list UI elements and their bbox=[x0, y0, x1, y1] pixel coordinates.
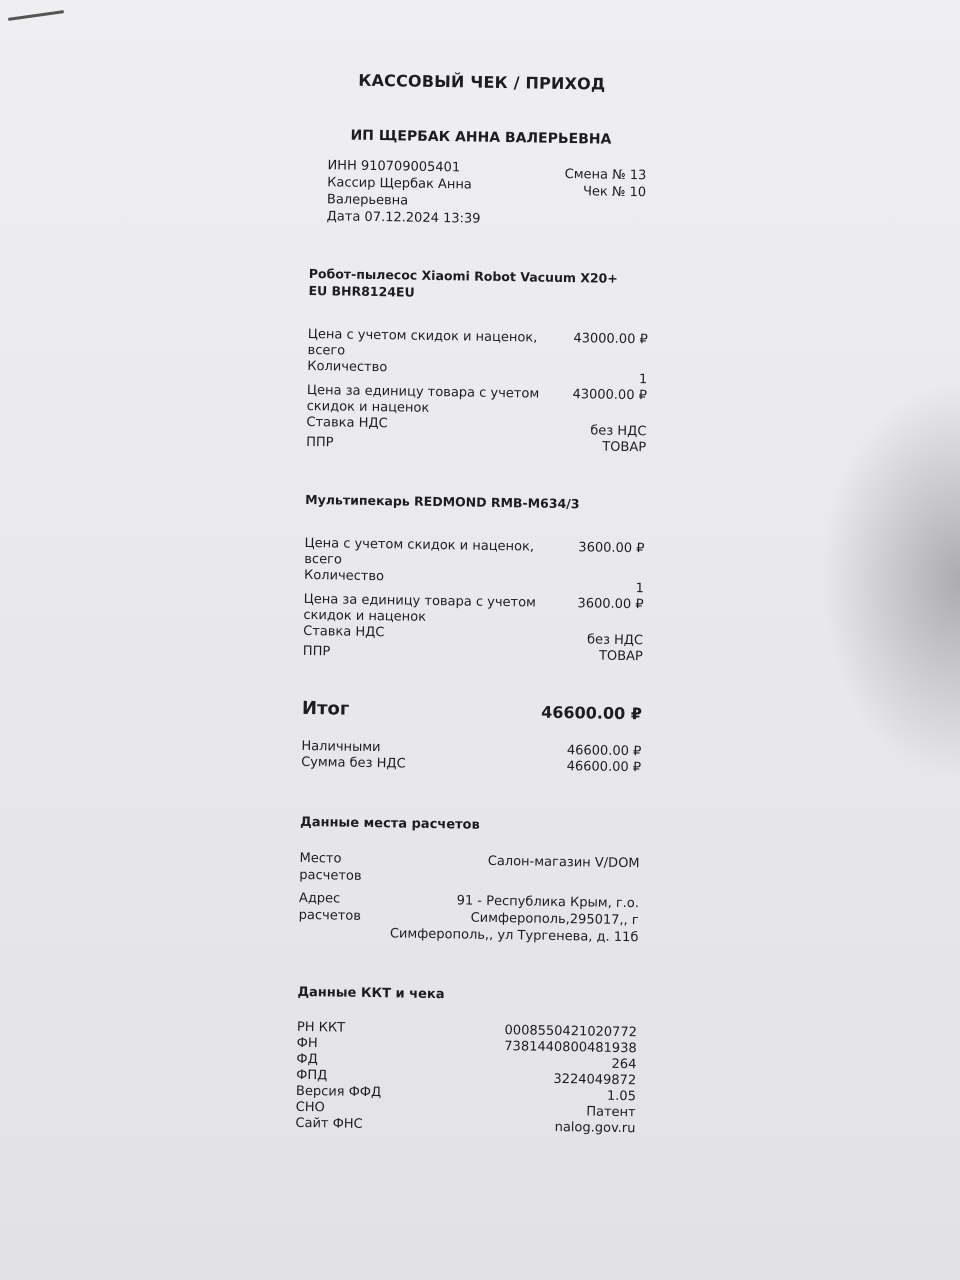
shadow-decoration bbox=[820, 380, 960, 780]
ppr-value: ТОВАР bbox=[602, 439, 647, 456]
ppr-value: ТОВАР bbox=[598, 648, 643, 665]
total-value: 46600.00 ₽ bbox=[541, 702, 643, 724]
kkt-label: Сайт ФНС bbox=[295, 1115, 363, 1132]
address-value: 91 - Республика Крым, г.о. Симферополь,295017,, г Симферополь,, ул Тургенева, д. 11б bbox=[389, 893, 640, 946]
place-value: Салон-магазин V/DOM bbox=[487, 853, 640, 872]
check-number: Чек № 10 bbox=[582, 184, 647, 201]
cashier: Кассир Щербак Анна Валерьевна bbox=[326, 175, 472, 209]
price-total-label: Цена с учетом скидок и наценок, всего bbox=[307, 326, 538, 359]
vat-label: Ставка НДС bbox=[306, 414, 388, 432]
receipt-date: Дата 07.12.2024 13:39 bbox=[326, 209, 481, 227]
item-block bbox=[306, 265, 649, 456]
header-right bbox=[564, 161, 647, 230]
price-total-value: 43000.00 ₽ bbox=[573, 331, 648, 348]
place-row bbox=[299, 850, 639, 889]
qty-value: 1 bbox=[635, 581, 645, 597]
unit-price-label: Цена за единицу товара с учетом скидок и наценок bbox=[306, 382, 540, 416]
novat-label: Сумма без НДС bbox=[301, 754, 406, 772]
kkt-label: ФД bbox=[296, 1051, 318, 1068]
kkt-label: РН ККТ bbox=[296, 1019, 346, 1036]
place-label: Место расчетов bbox=[299, 850, 362, 884]
shift-number: Смена № 13 bbox=[564, 166, 647, 184]
kkt-label: СНО bbox=[295, 1099, 325, 1116]
place-section-title: Данные места расчетов bbox=[300, 814, 480, 833]
unit-price-value: 3600.00 ₽ bbox=[577, 596, 644, 613]
item-name: Мультипекарь REDMOND RMB-M634/3 bbox=[305, 491, 580, 512]
kkt-label: Версия ФФД bbox=[295, 1083, 382, 1101]
novat-value: 46600.00 ₽ bbox=[566, 759, 642, 776]
kkt-label: ФН bbox=[296, 1035, 318, 1052]
item-name: Робот-пылесос Xiaomi Robot Vacuum X20+ EU BHR8124EU bbox=[308, 265, 618, 300]
inn: ИНН 910709005401 bbox=[327, 158, 461, 176]
receipt-header bbox=[310, 157, 651, 230]
kkt-value: 0008550421020772 bbox=[504, 1023, 638, 1041]
kkt-value: 264 bbox=[611, 1056, 637, 1073]
vat-label: Ставка НДС bbox=[303, 623, 385, 641]
total-label: Итог bbox=[301, 697, 350, 720]
receipt bbox=[295, 70, 652, 1137]
item-row bbox=[303, 592, 643, 629]
kkt-value: 1.05 bbox=[606, 1088, 637, 1105]
cash-label: Наличными bbox=[301, 738, 381, 756]
item-row bbox=[307, 383, 647, 420]
kkt-table bbox=[295, 1020, 637, 1137]
unit-price-label: Цена за единицу товара с учетом скидок и наценок bbox=[303, 591, 537, 625]
qty-label: Количество bbox=[303, 567, 385, 585]
kkt-value: 3224049872 bbox=[553, 1071, 637, 1089]
item-row bbox=[307, 327, 647, 364]
qty-value: 1 bbox=[638, 372, 648, 388]
kkt-label: ФПД bbox=[296, 1067, 328, 1084]
kkt-section-title: Данные ККТ и чека bbox=[297, 984, 445, 1003]
vat-value: без НДС bbox=[590, 423, 647, 440]
unit-price-value: 43000.00 ₽ bbox=[572, 387, 648, 404]
qty-label: Количество bbox=[307, 358, 388, 376]
vat-value: без НДС bbox=[586, 632, 644, 649]
receipt-title: КАССОВЫЙ ЧЕК / ПРИХОД bbox=[358, 70, 606, 94]
kkt-value: Патент bbox=[586, 1104, 636, 1121]
price-total-label: Цена с учетом скидок и наценок, всего bbox=[304, 535, 535, 568]
total-row bbox=[302, 698, 642, 724]
price-total-value: 3600.00 ₽ bbox=[578, 540, 645, 557]
ppr-label: ППР bbox=[306, 434, 334, 451]
address-label: Адрес расчетов bbox=[298, 890, 362, 924]
item-row bbox=[304, 536, 644, 573]
organization-name: ИП ЩЕРБАК АННА ВАЛЕРЬЕВНА bbox=[350, 127, 612, 148]
kkt-value: 7381440800481938 bbox=[504, 1039, 637, 1057]
header-left bbox=[327, 157, 488, 228]
cash-value: 46600.00 ₽ bbox=[566, 743, 642, 760]
kkt-value: nalog.gov.ru bbox=[554, 1119, 636, 1137]
ppr-label: ППР bbox=[302, 643, 331, 660]
item-block bbox=[303, 491, 646, 665]
address-row bbox=[298, 890, 639, 946]
